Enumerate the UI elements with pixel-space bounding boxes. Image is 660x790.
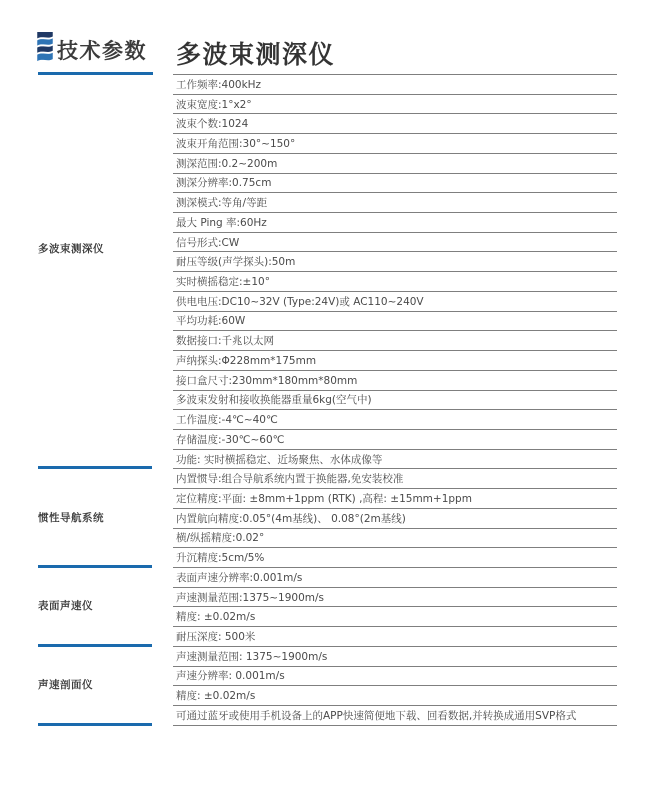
spec-row: 测深范围:0.2~200m	[173, 154, 617, 174]
spec-row: 精度: ±0.02m/s	[173, 607, 617, 627]
spec-row: 声纳探头:Φ228mm*175mm	[173, 351, 617, 371]
section-label-band	[38, 568, 152, 647]
spec-row: 工作温度:-4℃~40℃	[173, 410, 617, 430]
spec-row: 声速分辨率: 0.001m/s	[173, 667, 617, 687]
spec-row: 实时横摇稳定:±10°	[173, 272, 617, 292]
spec-row: 波束开角范围:30°~150°	[173, 134, 617, 154]
spec-row: 功能: 实时横摇稳定、近场聚焦、水体成像等	[173, 450, 617, 470]
spec-row: 耐压等级(声学探头):50m	[173, 252, 617, 272]
spec-row: 测深模式:等角/等距	[173, 193, 617, 213]
spec-row: 信号形式:CW	[173, 233, 617, 253]
spec-row: 波束宽度:1°x2°	[173, 95, 617, 115]
spec-row: 波束个数:1024	[173, 114, 617, 134]
spec-row: 表面声速分辨率:0.001m/s	[173, 568, 617, 588]
section-label: 表面声速仪	[38, 600, 93, 613]
spec-row: 工作频率:400kHz	[173, 75, 617, 95]
spec-row: 升沉精度:5cm/5%	[173, 548, 617, 568]
section-label: 声速剖面仪	[38, 679, 93, 692]
spec-row: 声速测量范围:1375~1900m/s	[173, 588, 617, 608]
spec-row: 内置惯导:组合导航系统内置于换能器,免安装校准	[173, 469, 617, 489]
section-label-band	[38, 647, 152, 726]
spec-row: 供电电压:DC10~32V (Type:24V)或 AC110~240V	[173, 292, 617, 312]
product-title: 多波束测深仪	[176, 40, 336, 69]
spec-row: 可通过蓝牙或使用手机设备上的APP快速简便地下载、回看数据,并转换成通用SVP格式	[173, 706, 617, 726]
left-column	[38, 75, 152, 726]
spec-row: 声速测量范围: 1375~1900m/s	[173, 647, 617, 667]
layered-waves-icon	[37, 32, 53, 63]
section-label: 惯性导航系统	[38, 511, 104, 524]
spec-row: 横/纵摇精度:0.02°	[173, 529, 617, 549]
section-label-band	[38, 75, 152, 469]
spec-table	[173, 74, 617, 726]
spec-row: 多波束发射和接收换能器重量6kg(空气中)	[173, 391, 617, 411]
spec-row: 测深分辨率:0.75cm	[173, 174, 617, 194]
spec-row: 定位精度:平面: ±8mm+1ppm (RTK) ,高程: ±15mm+1ppm	[173, 489, 617, 509]
spec-row: 内置航向精度:0.05°(4m基线)、 0.08°(2m基线)	[173, 509, 617, 529]
section-label-band	[38, 469, 152, 568]
section-label: 多波束测深仪	[38, 243, 104, 256]
spec-row: 数据接口:千兆以太网	[173, 331, 617, 351]
spec-row: 耐压深度: 500米	[173, 627, 617, 647]
section-heading: 技术参数	[57, 39, 147, 63]
spec-row: 平均功耗:60W	[173, 312, 617, 332]
spec-row: 接口盒尺寸:230mm*180mm*80mm	[173, 371, 617, 391]
spec-row: 精度: ±0.02m/s	[173, 686, 617, 706]
spec-row: 最大 Ping 率:60Hz	[173, 213, 617, 233]
spec-row: 存储温度:-30℃~60℃	[173, 430, 617, 450]
